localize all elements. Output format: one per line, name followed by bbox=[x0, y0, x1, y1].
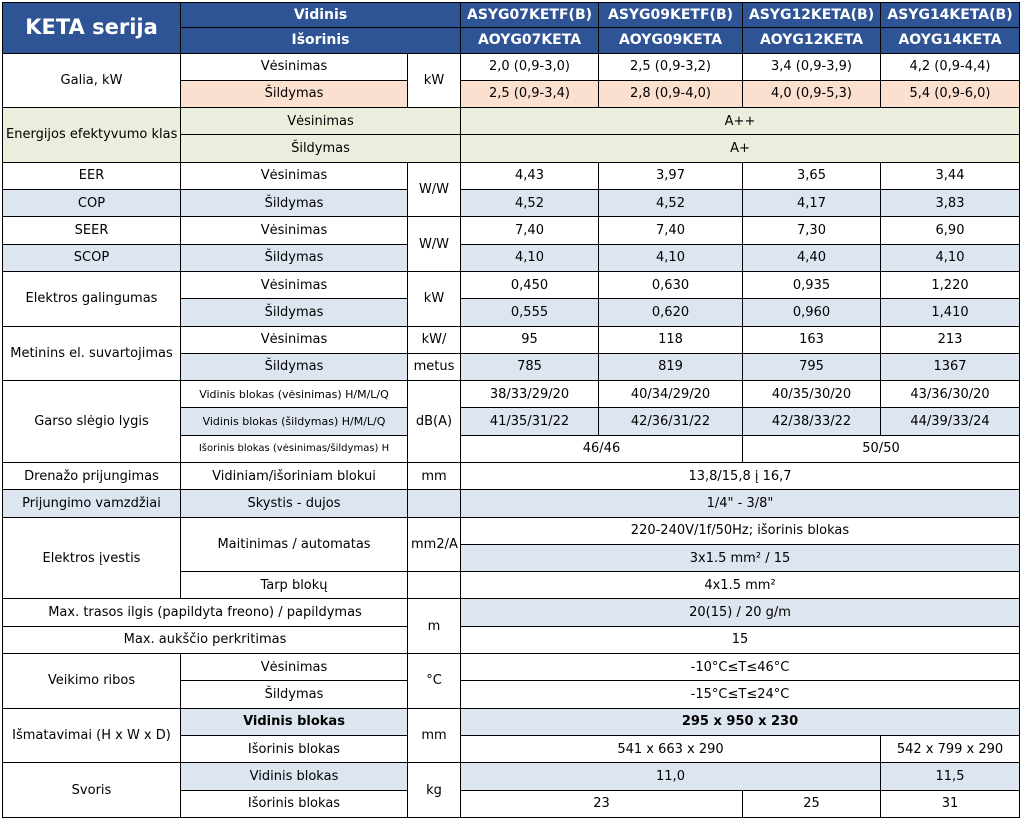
capacity-heating-cell: 5,4 (0,9-6,0) bbox=[881, 80, 1020, 107]
annual-cooling-cell: 163 bbox=[743, 326, 881, 353]
pipe-length-label: Max. trasos ilgis (papildyta freono) / papildymas bbox=[3, 599, 408, 626]
noise-label: Garso slėgio lygis bbox=[3, 381, 181, 463]
power-heating-cell: 0,620 bbox=[599, 299, 743, 326]
mode-heating: Šildymas bbox=[181, 681, 408, 708]
noise-cell: 43/36/30/20 bbox=[881, 381, 1020, 408]
eer-cell: 3,97 bbox=[599, 162, 743, 189]
capacity-label: Galia, kW bbox=[3, 53, 181, 108]
weight-indoor-label: Vidinis blokas bbox=[181, 763, 408, 790]
energy-class-label: Energijos efektyvumo klas bbox=[3, 108, 181, 163]
annual-cooling-cell: 95 bbox=[461, 326, 599, 353]
outdoor-model: AOYG12KETA bbox=[743, 28, 881, 53]
specifications-table bbox=[2, 2, 1020, 818]
dimensions-indoor-value: 295 x 950 x 230 bbox=[461, 708, 1020, 735]
unit-cell: mm2/A bbox=[408, 517, 461, 572]
unit-cell bbox=[408, 490, 461, 517]
annual-cooling-cell: 213 bbox=[881, 326, 1020, 353]
dimensions-outdoor-value: 541 x 663 x 290 bbox=[461, 735, 881, 762]
noise-cell: 38/33/29/20 bbox=[461, 381, 599, 408]
limits-label: Veikimo ribos bbox=[3, 654, 181, 709]
unit-cell: metus bbox=[408, 353, 461, 380]
capacity-cooling-cell: 2,5 (0,9-3,2) bbox=[599, 53, 743, 80]
capacity-cooling-cell: 3,4 (0,9-3,9) bbox=[743, 53, 881, 80]
dimensions-label: Išmatavimai (H x W x D) bbox=[3, 708, 181, 763]
series-title: KETA serija bbox=[3, 3, 181, 54]
mode-heating: Šildymas bbox=[181, 135, 461, 162]
weight-outdoor-value: 25 bbox=[743, 790, 881, 817]
noise-cell: 40/34/29/20 bbox=[599, 381, 743, 408]
mode-cooling: Vėsinimas bbox=[181, 53, 408, 80]
energy-class-heating: A+ bbox=[461, 135, 1020, 162]
pipe-length-value: 20(15) / 20 g/m bbox=[461, 599, 1020, 626]
mode-cooling: Vėsinimas bbox=[181, 271, 408, 298]
capacity-cooling-cell: 4,2 (0,9-4,4) bbox=[881, 53, 1020, 80]
mode-heating: Šildymas bbox=[181, 80, 408, 107]
dimensions-outdoor-label: Išorinis blokas bbox=[181, 735, 408, 762]
capacity-cooling-cell: 2,0 (0,9-3,0) bbox=[461, 53, 599, 80]
seer-cell: 7,30 bbox=[743, 217, 881, 244]
capacity-heating-cell: 2,8 (0,9-4,0) bbox=[599, 80, 743, 107]
annual-heating-cell: 819 bbox=[599, 353, 743, 380]
annual-consumption-label: Metinins el. suvartojimas bbox=[3, 326, 181, 381]
mode-heating: Šildymas bbox=[181, 299, 408, 326]
capacity-heating-cell: 4,0 (0,9-5,3) bbox=[743, 80, 881, 107]
unit-cell: kW bbox=[408, 53, 461, 108]
energy-class-cooling: A++ bbox=[461, 108, 1020, 135]
indoor-model: ASYG09KETF(B) bbox=[599, 3, 743, 28]
unit-cell: kg bbox=[408, 763, 461, 818]
cop-label: COP bbox=[3, 190, 181, 217]
unit-cell: mm bbox=[408, 462, 461, 489]
limits-cooling-value: -10°C≤T≤46°C bbox=[461, 654, 1020, 681]
outdoor-header-label: Išorinis bbox=[181, 28, 461, 53]
unit-cell: m bbox=[408, 599, 461, 654]
eer-cell: 4,43 bbox=[461, 162, 599, 189]
noise-outdoor-label: Išorinis blokas (vėsinimas/šildymas) H bbox=[181, 435, 408, 462]
seer-cell: 6,90 bbox=[881, 217, 1020, 244]
unit-cell: mm bbox=[408, 708, 461, 763]
mode-cooling: Vėsinimas bbox=[181, 162, 408, 189]
capacity-heating-cell: 2,5 (0,9-3,4) bbox=[461, 80, 599, 107]
height-value: 15 bbox=[461, 626, 1020, 653]
noise-cell: 42/38/33/22 bbox=[743, 408, 881, 435]
eer-label: EER bbox=[3, 162, 181, 189]
noise-cell: 41/35/31/22 bbox=[461, 408, 599, 435]
annual-cooling-cell: 118 bbox=[599, 326, 743, 353]
indoor-model: ASYG14KETA(B) bbox=[881, 3, 1020, 28]
power-label: Elektros galingumas bbox=[3, 271, 181, 326]
outdoor-model: AOYG07KETA bbox=[461, 28, 599, 53]
cop-cell: 4,17 bbox=[743, 190, 881, 217]
noise-cell: 42/36/31/22 bbox=[599, 408, 743, 435]
cop-cell: 4,52 bbox=[461, 190, 599, 217]
electric-label: Elektros įvestis bbox=[3, 517, 181, 599]
weight-outdoor-value: 23 bbox=[461, 790, 743, 817]
unit-cell bbox=[408, 572, 461, 599]
weight-indoor-value: 11,0 bbox=[461, 763, 881, 790]
noise-outdoor-cell: 50/50 bbox=[743, 435, 1020, 462]
indoor-header-label: Vidinis bbox=[181, 3, 461, 28]
unit-cell: dB(A) bbox=[408, 381, 461, 463]
electric-breaker-value: 3x1.5 mm² / 15 bbox=[461, 544, 1020, 571]
cop-cell: 4,52 bbox=[599, 190, 743, 217]
power-cooling-cell: 1,220 bbox=[881, 271, 1020, 298]
seer-cell: 7,40 bbox=[461, 217, 599, 244]
noise-indoor-heating-label: Vidinis blokas (šildymas) H/M/L/Q bbox=[181, 408, 408, 435]
cop-cell: 3,83 bbox=[881, 190, 1020, 217]
electric-between-label: Tarp blokų bbox=[181, 572, 408, 599]
eer-cell: 3,65 bbox=[743, 162, 881, 189]
eer-cell: 3,44 bbox=[881, 162, 1020, 189]
mode-cooling: Vėsinimas bbox=[181, 217, 408, 244]
weight-outdoor-label: Išorinis blokas bbox=[181, 790, 408, 817]
annual-heating-cell: 1367 bbox=[881, 353, 1020, 380]
dimensions-indoor-label: Vidinis blokas bbox=[181, 708, 408, 735]
unit-cell: W/W bbox=[408, 162, 461, 217]
weight-label: Svoris bbox=[3, 763, 181, 818]
scop-cell: 4,10 bbox=[599, 244, 743, 271]
power-cooling-cell: 0,935 bbox=[743, 271, 881, 298]
power-heating-cell: 0,555 bbox=[461, 299, 599, 326]
electric-supply-value: 220-240V/1f/50Hz; išorinis blokas bbox=[461, 517, 1020, 544]
annual-heating-cell: 785 bbox=[461, 353, 599, 380]
pipes-sub-label: Skystis - dujos bbox=[181, 490, 408, 517]
mode-heating: Šildymas bbox=[181, 353, 408, 380]
drain-sub-label: Vidiniam/išoriniam blokui bbox=[181, 462, 408, 489]
power-cooling-cell: 0,630 bbox=[599, 271, 743, 298]
pipes-value: 1/4" - 3/8" bbox=[461, 490, 1020, 517]
power-cooling-cell: 0,450 bbox=[461, 271, 599, 298]
noise-cell: 44/39/33/24 bbox=[881, 408, 1020, 435]
mode-heating: Šildymas bbox=[181, 244, 408, 271]
dimensions-outdoor-value: 542 x 799 x 290 bbox=[881, 735, 1020, 762]
mode-cooling: Vėsinimas bbox=[181, 326, 408, 353]
annual-heating-cell: 795 bbox=[743, 353, 881, 380]
unit-cell: °C bbox=[408, 654, 461, 709]
electric-supply-label: Maitinimas / automatas bbox=[181, 517, 408, 572]
electric-between-value: 4x1.5 mm² bbox=[461, 572, 1020, 599]
weight-outdoor-value: 31 bbox=[881, 790, 1020, 817]
outdoor-model: AOYG09KETA bbox=[599, 28, 743, 53]
mode-cooling: Vėsinimas bbox=[181, 654, 408, 681]
drain-value: 13,8/15,8 į 16,7 bbox=[461, 462, 1020, 489]
power-heating-cell: 0,960 bbox=[743, 299, 881, 326]
limits-heating-value: -15°C≤T≤24°C bbox=[461, 681, 1020, 708]
pipes-label: Prijungimo vamzdžiai bbox=[3, 490, 181, 517]
unit-cell: kW bbox=[408, 271, 461, 326]
seer-label: SEER bbox=[3, 217, 181, 244]
mode-cooling: Vėsinimas bbox=[181, 108, 461, 135]
noise-outdoor-cell: 46/46 bbox=[461, 435, 743, 462]
weight-indoor-value: 11,5 bbox=[881, 763, 1020, 790]
seer-cell: 7,40 bbox=[599, 217, 743, 244]
outdoor-model: AOYG14KETA bbox=[881, 28, 1020, 53]
power-heating-cell: 1,410 bbox=[881, 299, 1020, 326]
scop-cell: 4,10 bbox=[461, 244, 599, 271]
unit-cell: kW/ bbox=[408, 326, 461, 353]
scop-label: SCOP bbox=[3, 244, 181, 271]
indoor-model: ASYG12KETA(B) bbox=[743, 3, 881, 28]
mode-heating: Šildymas bbox=[181, 190, 408, 217]
indoor-model: ASYG07KETF(B) bbox=[461, 3, 599, 28]
noise-indoor-cooling-label: Vidinis blokas (vėsinimas) H/M/L/Q bbox=[181, 381, 408, 408]
unit-cell: W/W bbox=[408, 217, 461, 272]
scop-cell: 4,10 bbox=[881, 244, 1020, 271]
height-label: Max. aukščio perkritimas bbox=[3, 626, 408, 653]
drain-label: Drenažo prijungimas bbox=[3, 462, 181, 489]
noise-cell: 40/35/30/20 bbox=[743, 381, 881, 408]
scop-cell: 4,40 bbox=[743, 244, 881, 271]
